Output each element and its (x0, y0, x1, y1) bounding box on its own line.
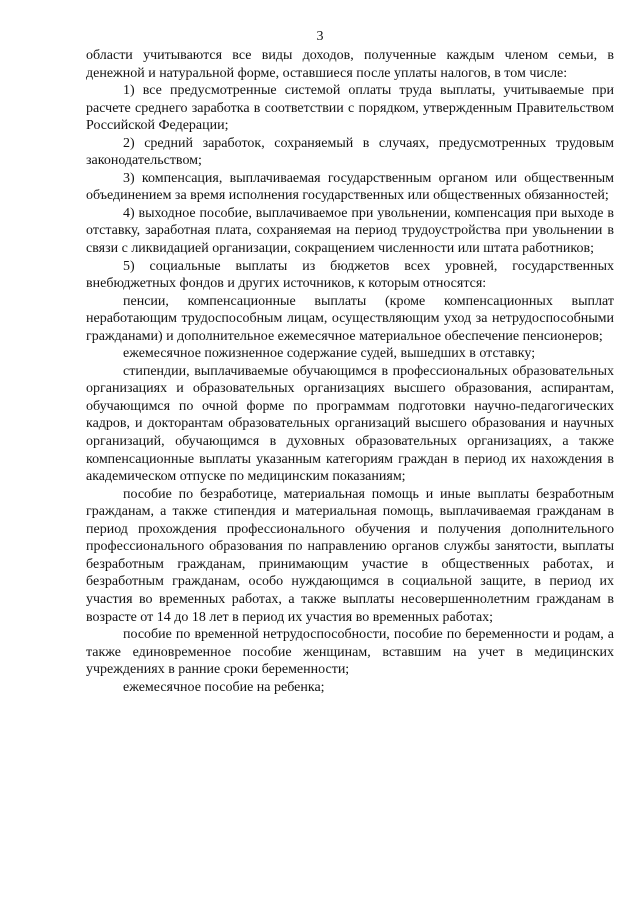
paragraph-item-2: 2) средний заработок, сохраняемый в случаях, предусмотренных трудовым законодательством; (86, 135, 614, 169)
page-number: 3 (316, 29, 324, 44)
paragraph-item-4: 4) выходное пособие, выплачиваемое при увольнении, компенсация при выходе в отставку, заработная плата, сохраняемая на период трудоустройства при увольнении в связи с ликвидацией организации, сокращением численности или штата работников; (86, 205, 614, 257)
paragraph-judges-allowance: ежемесячное пожизненное содержание судей, вышедших в отставку; (123, 346, 536, 362)
paragraph-unemployment-benefit: пособие по безработице, материальная помощь и иные выплаты безработным гражданам, а также стипендия и материальная помощь, выплачиваемая гражданам в период прохождения профессионального обучения и получения дополнительного профессионального образования по направлению органов службы занятости, выплаты безработным гражданам, принимающим участие в общественных работах, и безработным гражданам, особо нуждающимся в социальной защите, в период их участия во временных работах, а также выплаты несовершеннолетним гражданам в возрасте от 14 до 18 лет в период их участия во временных работах; (86, 486, 614, 625)
paragraph-item-3: 3) компенсация, выплачиваемая государственным органом или общественным объединением за время исполнения государственных или общественных обязанностей; (86, 170, 614, 204)
paragraph-item-5: 5) социальные выплаты из бюджетов всех уровней, государственных внебюджетных фондов и других источников, к которым относятся: (86, 258, 614, 292)
paragraph-pensions: пенсии, компенсационные выплаты (кроме компенсационных выплат неработающим трудоспособным лицам, осуществляющим уход за нетрудоспособными гражданами) и дополнительное ежемесячное материальное обеспечение пенсионеров; (86, 293, 614, 344)
paragraph-child-allowance: ежемесячное пособие на ребенка; (123, 679, 325, 695)
paragraph-income-intro: области учитываются все виды доходов, полученные каждым членом семьи, в денежной и натуральной форме, оставшиеся после уплаты налогов, в том числе: (86, 48, 614, 81)
document-body (86, 47, 614, 696)
paragraph-disability-maternity: пособие по временной нетрудоспособности, пособие по беременности и родам, а также единовременное пособие женщинам, вставшим на учет в медицинских учреждениях в ранние сроки беременности; (86, 627, 614, 678)
paragraph-stipends: стипендии, выплачиваемые обучающимся в профессиональных образовательных организациях и образовательных организациях высшего образования, аспирантам, обучающимся по очной форме по программам подготовки научно-педагогических кадров, и докторантам образовательных организаций высшего образования и научных организаций, обучающимся в духовных образовательных организациях, а также компенсационные выплаты указанным категориям граждан в период их нахождения в академическом отпуске по медицинским показаниям; (86, 363, 614, 485)
paragraph-item-1: 1) все предусмотренные системой оплаты труда выплаты, учитываемые при расчете среднего заработка в соответствии с порядком, утвержденным Правительством Российской Федерации; (86, 83, 614, 134)
